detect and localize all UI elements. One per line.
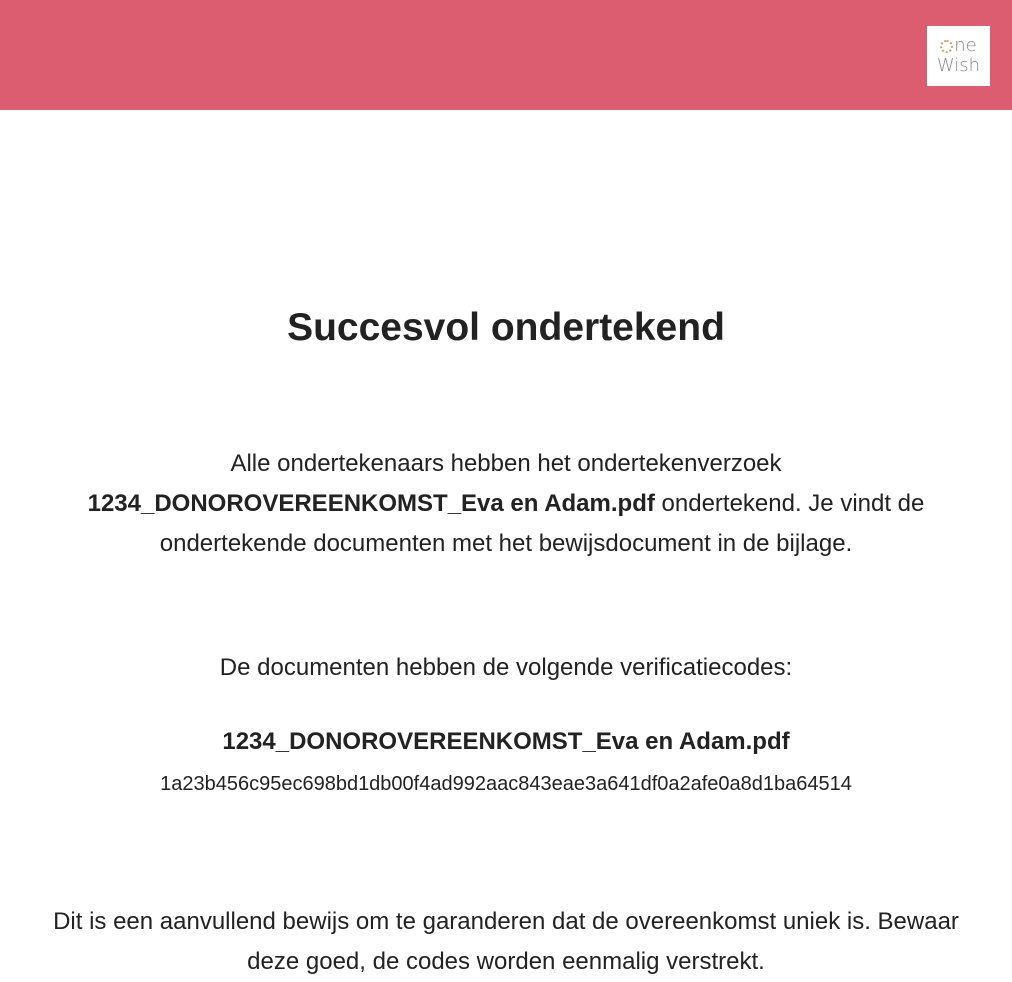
document-filename: 1234_DONOROVEREENKOMST_Eva en Adam.pdf bbox=[222, 728, 790, 755]
header-bar bbox=[0, 0, 1012, 110]
document-hash: 1a23b456c95ec698bd1db00f4ad992aac843eae3a641df0a2afe0a8d1ba64514 bbox=[160, 773, 852, 795]
intro-filename: 1234_DONOROVEREENKOMST_Eva en Adam.pdf bbox=[87, 490, 655, 517]
one-wish-logo bbox=[927, 26, 990, 86]
intro-text bbox=[0, 444, 1012, 564]
page-title: Succesvol ondertekend bbox=[287, 306, 725, 349]
intro-after: ondertekend. Je vindt de ondertekende documenten met het bewijsdocument in de bijlage. bbox=[159, 490, 925, 557]
logo-circle-icon bbox=[940, 40, 953, 53]
main-content bbox=[0, 110, 1012, 982]
logo-text-line2: Wish bbox=[936, 55, 981, 76]
intro-before: Alle ondertekenaars hebben het ondertekenverzoek bbox=[230, 450, 782, 477]
note-text: Dit is een aanvullend bewijs om te garanderen dat de overeenkomst uniek is. Bewaar deze goed, de codes worden eenmalig verstrekt. bbox=[53, 908, 959, 975]
logo-text-line1: ne bbox=[954, 35, 977, 56]
codes-heading: De documenten hebben de volgende verificatiecodes: bbox=[219, 654, 793, 681]
